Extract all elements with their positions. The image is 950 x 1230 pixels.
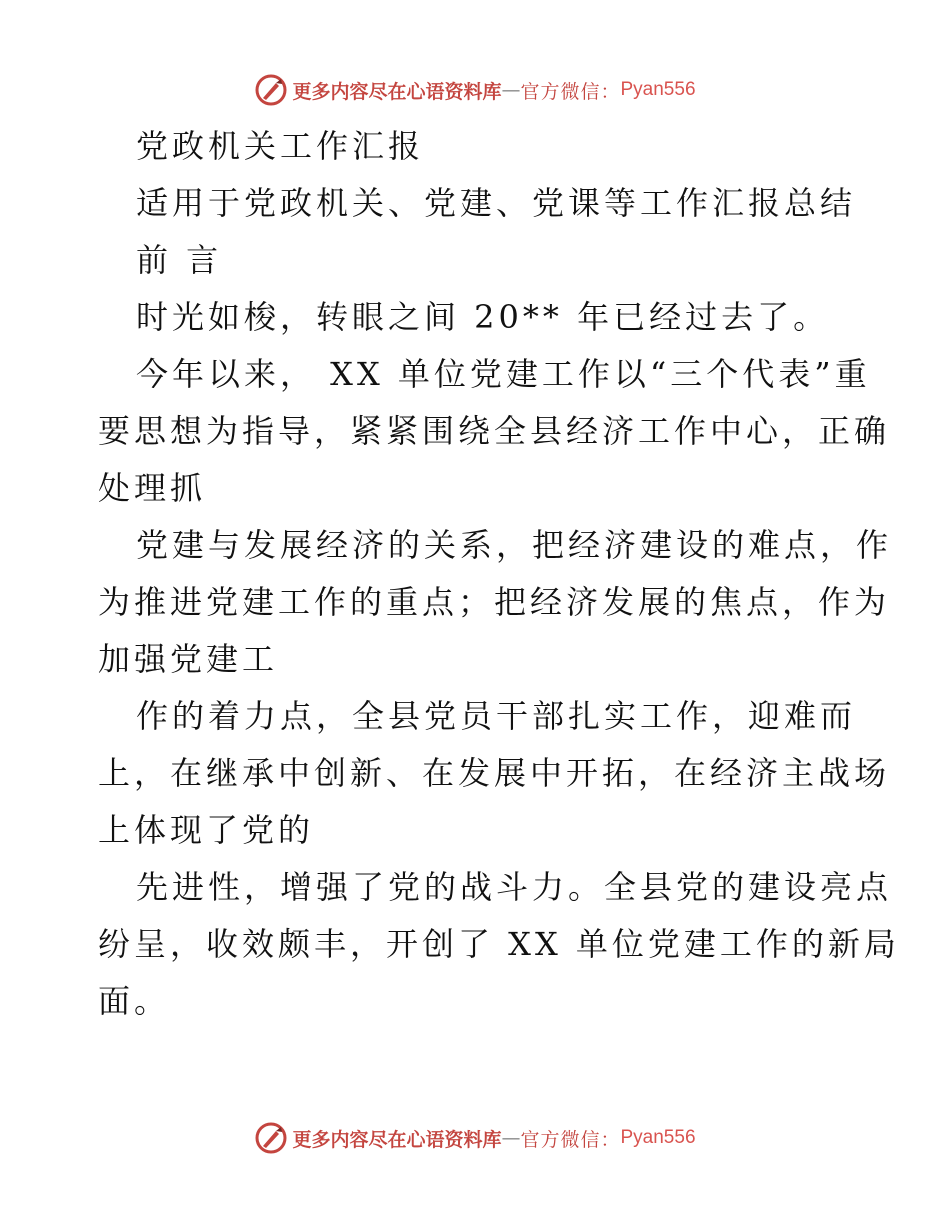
- watermark-wechat-id: Pyan556: [620, 79, 696, 100]
- doc-line: 为推进党建工作的重点；把经济发展的焦点，作为: [98, 583, 891, 621]
- watermark-banner-bottom: [0, 1118, 950, 1158]
- doc-line: 今年以来， XX 单位党建工作以“三个代表”重: [136, 355, 871, 393]
- quill-pen-logo-icon: [254, 73, 288, 107]
- doc-line: 要思想为指导，紧紧围绕全县经济工作中心，正确: [98, 412, 891, 450]
- doc-line: 加强党建工: [98, 640, 279, 678]
- doc-line: 纷呈，收效颇丰，开创了 XX 单位党建工作的新局: [98, 925, 900, 963]
- watermark-wechat-id: Pyan556: [620, 1127, 696, 1148]
- doc-section-heading: 前 言: [136, 241, 223, 279]
- watermark-wechat-label: 官方微信：: [520, 1128, 621, 1151]
- quill-pen-logo-icon: [254, 1121, 288, 1155]
- doc-line: 时光如梭，转眼之间 20** 年已经过去了。: [136, 298, 830, 336]
- doc-line: 先进性，增强了党的战斗力。全县党的建设亮点: [136, 868, 893, 906]
- watermark-banner-top: [0, 70, 950, 110]
- doc-subtitle: 适用于党政机关、党建、党课等工作汇报总结: [136, 184, 857, 222]
- doc-line: 面。: [98, 982, 171, 1020]
- doc-line: 党建与发展经济的关系，把经济建设的难点，作: [136, 526, 893, 564]
- doc-title: 党政机关工作汇报: [136, 127, 425, 165]
- watermark-main-text: 更多内容尽在心语资料库: [292, 1128, 502, 1151]
- doc-line: 作的着力点，全县党员干部扎实工作，迎难而: [136, 697, 857, 735]
- doc-line: 上，在继承中创新、在发展中开拓，在经济主战场: [98, 754, 891, 792]
- watermark-separator: —: [501, 79, 521, 101]
- doc-line: 上体现了党的: [98, 811, 315, 849]
- document-body: [98, 118, 900, 1030]
- watermark-separator: —: [501, 1127, 521, 1149]
- doc-line: 处理抓: [98, 469, 207, 507]
- watermark-main-text: 更多内容尽在心语资料库: [292, 80, 502, 103]
- watermark-wechat-label: 官方微信：: [520, 80, 621, 103]
